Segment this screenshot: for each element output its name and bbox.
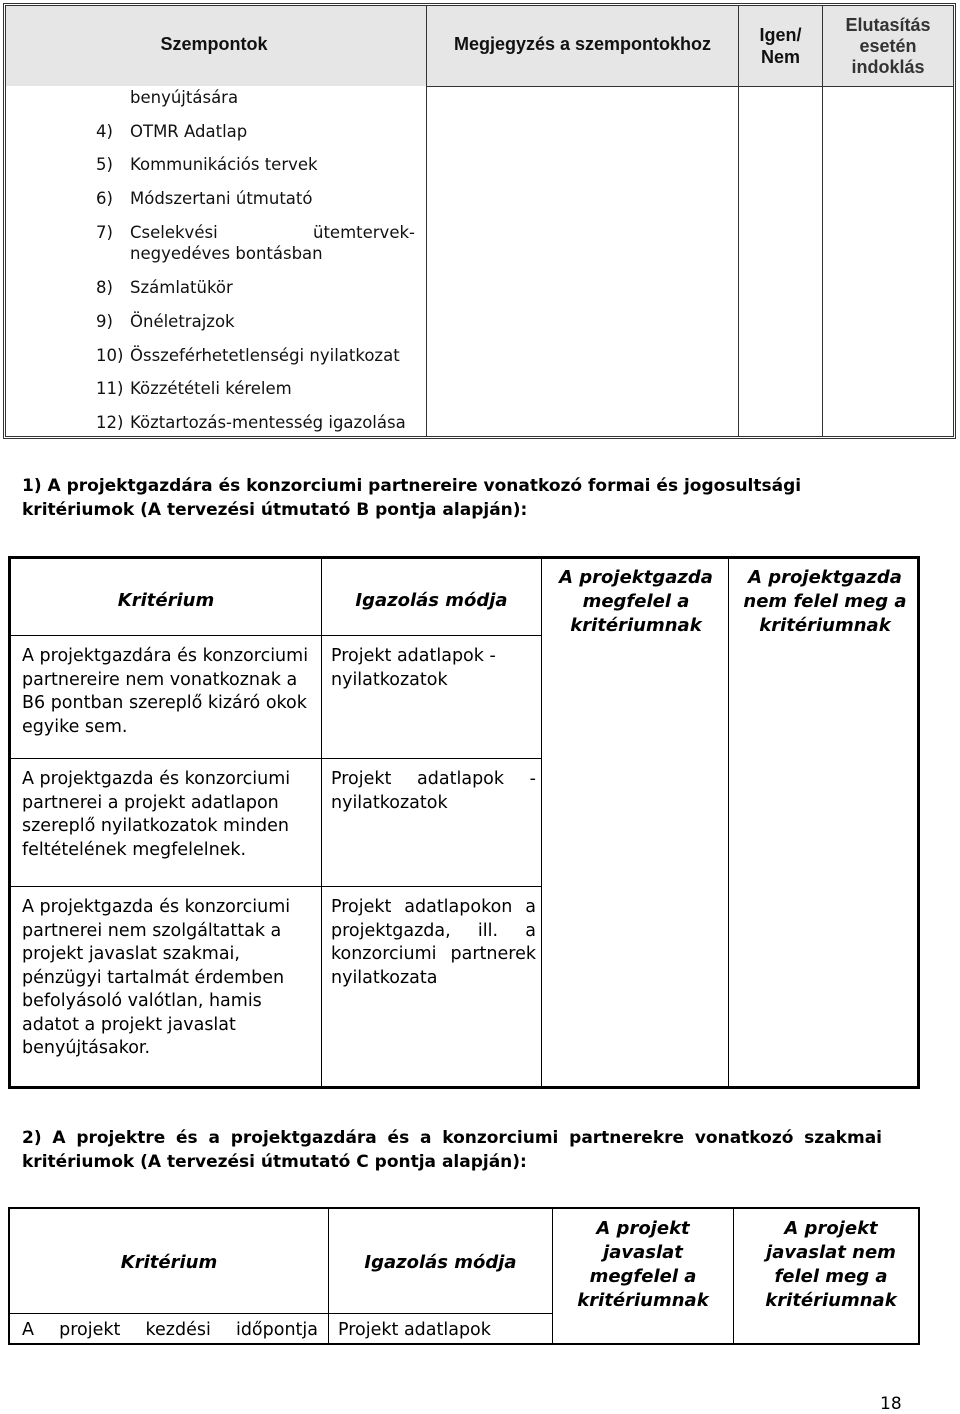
col-header-megfelel: A projektgazda megfelel a kritériumnak: [559, 567, 713, 636]
item-number: 9): [96, 312, 113, 331]
col-header-kriterium: Kritérium: [120, 1252, 218, 1273]
item-label: Önéletrajzok: [130, 312, 235, 331]
item-label: Közzétételi kérelem: [130, 379, 292, 398]
col-header-igazolas: Igazolás módja: [355, 590, 508, 611]
item-number: 5): [96, 155, 113, 174]
item-number: 7): [96, 223, 113, 242]
col-header-nem-felel: A projektgazda nem felel meg a kritériumnak: [743, 567, 907, 636]
item-number: 12): [96, 413, 124, 432]
header-elutasitas: Elutasítás esetén indoklás: [823, 6, 953, 86]
page-number: 18: [880, 1394, 902, 1414]
item-label: Módszertani útmutató: [130, 189, 313, 208]
col-header-nem-felel: A projekt javaslat nem felel meg a kritériumnak: [765, 1218, 897, 1311]
item-label: OTMR Adatlap: [130, 122, 248, 141]
item-number: 11): [96, 379, 124, 398]
criterion-text: A projektgazda és konzorciumi partnerei nem szolgáltattak a projekt javaslat szakmai, pénzügyi tartalmát érdemben befolyásoló valótlan, hamis adatot a projekt javaslat benyújtásakor.: [22, 897, 291, 1058]
verification-text: Projekt adatlapokon a projektgazda, ill. a konzorciumi partnerek nyilatkozata: [331, 897, 536, 988]
item-label: Számlatükör: [130, 278, 233, 297]
item-label: Összeférhetetlenségi nyilatkozat: [130, 346, 400, 365]
col-header-kriterium: Kritérium: [117, 590, 215, 611]
checklist-table: [3, 3, 956, 439]
item-label: Köztartozás-mentesség igazolása: [130, 413, 406, 432]
item-number: 4): [96, 122, 113, 141]
col-header-igazolas: Igazolás módja: [364, 1252, 517, 1273]
verification-text: Projekt adatlapok - nyilatkozatok: [331, 646, 496, 690]
criterion-text: A projekt kezdési időpontja: [22, 1320, 318, 1340]
item-label: Cselekvési: [130, 223, 218, 242]
header-megjegyzes: Megjegyzés a szempontokhoz: [427, 6, 738, 86]
item-label: ütemtervek-: [313, 223, 415, 242]
section1-heading: 1) A projektgazdára és konzorciumi partnereire vonatkozó formai és jogosultsági kritériumok (A tervezési útmutató B pontja alapján):: [22, 476, 802, 520]
header-igen-nem: Igen/ Nem: [739, 6, 822, 86]
criteria-table-1: [8, 556, 920, 1089]
item-number: 6): [96, 189, 113, 208]
verification-text: Projekt adatlapok: [338, 1320, 491, 1340]
verification-text: Projekt adatlapok - nyilatkozatok: [331, 769, 536, 813]
header-szempontok: Szempontok: [6, 6, 426, 86]
criteria-table-2: [8, 1207, 920, 1345]
col-header-megfelel: A projekt javaslat megfelel a kritériumnak: [577, 1218, 709, 1311]
section2-heading: 2) A projektre és a projektgazdára és a konzorciumi partnerekre vonatkozó szakmai kritériumok (A tervezési útmutató C pontja alapján):: [22, 1128, 882, 1172]
item-continuation: benyújtására: [130, 88, 239, 107]
item-label: Kommunikációs tervek: [130, 155, 318, 174]
item-number: 8): [96, 278, 113, 297]
criterion-text: A projektgazdára és konzorciumi partnereire nem vonatkoznak a B6 pontban szereplő kizáró okok egyike sem.: [22, 646, 309, 737]
criterion-text: A projektgazda és konzorciumi partnerei a projekt adatlapon szereplő nyilatkozatok minden feltételének megfelelnek.: [22, 769, 291, 860]
item-number: 10): [96, 346, 124, 365]
item-label: negyedéves bontásban: [130, 244, 323, 263]
